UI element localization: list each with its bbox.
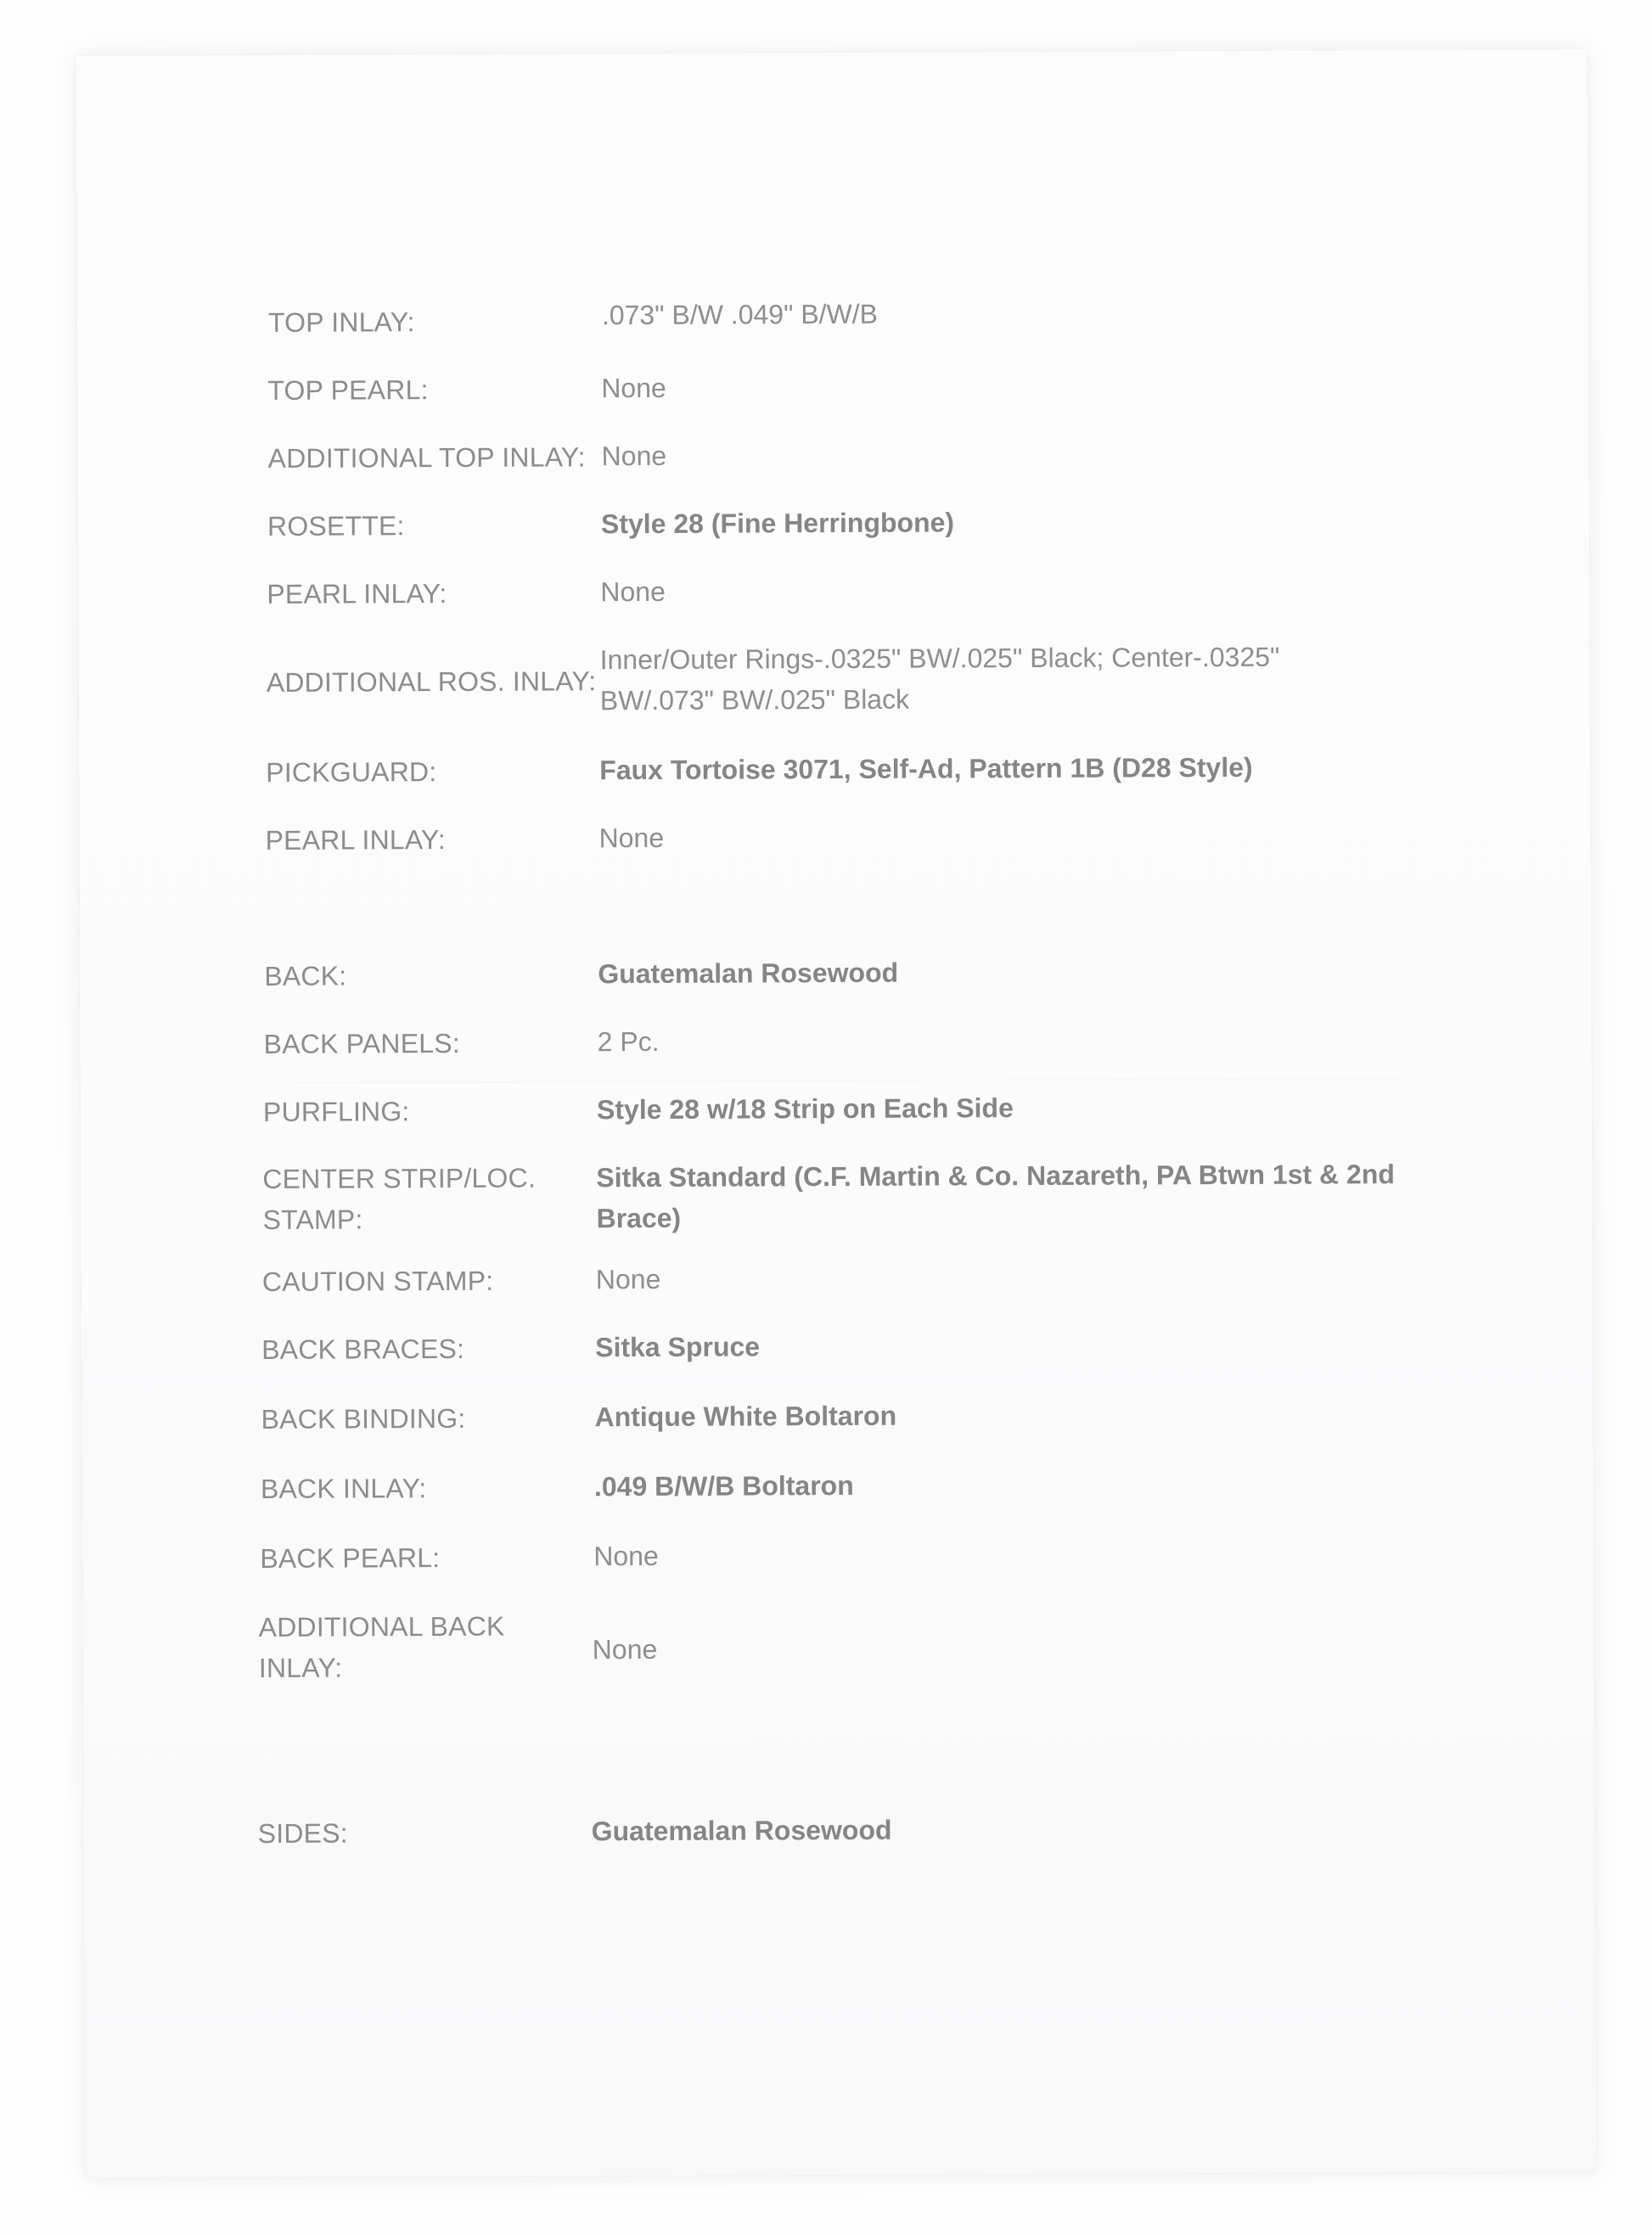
spec-value: None [598,822,665,854]
spec-row-additional-back-inlay [259,1601,1652,1700]
spec-label: PEARL INLAY: [267,577,447,609]
spec-label: ADDITIONAL TOP INLAY: [267,441,586,474]
spec-label: CENTER STRIP/LOC. STAMP: [262,1162,537,1235]
spec-label: ADDITIONAL ROS. INLAY: [266,665,597,698]
spec-label: BACK INLAY: [260,1473,427,1504]
spec-label: BACK BINDING: [261,1402,466,1435]
spec-value: None [593,1540,659,1572]
spec-label: ADDITIONAL BACK INLAY: [258,1610,505,1683]
spec-label: TOP PEARL: [267,374,429,406]
spec-label: TOP INLAY: [267,306,415,338]
spec-value: None [601,372,666,404]
spec-value: Guatemalan Rosewood [591,1814,892,1847]
spec-value: None [600,576,666,608]
spec-value: 2 Pc. [597,1025,660,1058]
spec-list [76,49,1597,2178]
spec-value: Style 28 w/18 Strip on Each Side [596,1092,1014,1126]
spec-row-additional-ros-inlay [267,635,1652,734]
spec-label: PEARL INLAY: [265,824,446,856]
spec-label: PICKGUARD: [266,756,437,788]
spec-value: Inner/Outer Rings-.0325" BW/.025" Black; Center-.0325" BW/.073" BW/.025" Black [599,641,1280,716]
spec-label: PURFLING: [262,1096,410,1127]
spec-label: BACK BRACES: [261,1333,465,1365]
spec-row-pearl-inlay-2 [265,813,1652,896]
spec-label: BACK PANELS: [263,1027,460,1059]
spec-value: Antique White Boltaron [594,1400,897,1433]
spec-value: Guatemalan Rosewood [598,957,899,990]
spec-value: Sitka Spruce [595,1331,761,1363]
spec-value: .049 B/W/B Boltaron [593,1469,854,1502]
spec-label: CAUTION STAMP: [261,1265,494,1297]
spec-label: ROSETTE: [267,510,405,542]
spec-row-center-strip [262,1153,1652,1252]
spec-value: .073" B/W .049" B/W/B [601,298,879,331]
paper-sheet [76,49,1597,2178]
spec-value: Style 28 (Fine Herringbone) [600,507,955,540]
spec-value: None [592,1633,658,1665]
spec-label: SIDES: [257,1817,348,1849]
spec-value: Sitka Standard (C.F. Martin & Co. Nazareth, PA Btwn 1st & 2nd Brace) [596,1159,1395,1234]
spec-label: BACK: [264,960,347,991]
spec-value: None [595,1263,661,1295]
spec-value: Faux Tortoise 3071, Self-Ad, Pattern 1B (D28 Style) [599,751,1253,786]
spec-value: None [601,440,667,472]
spec-label: BACK PEARL: [260,1542,441,1574]
spec-row-sides [258,1806,1652,1889]
